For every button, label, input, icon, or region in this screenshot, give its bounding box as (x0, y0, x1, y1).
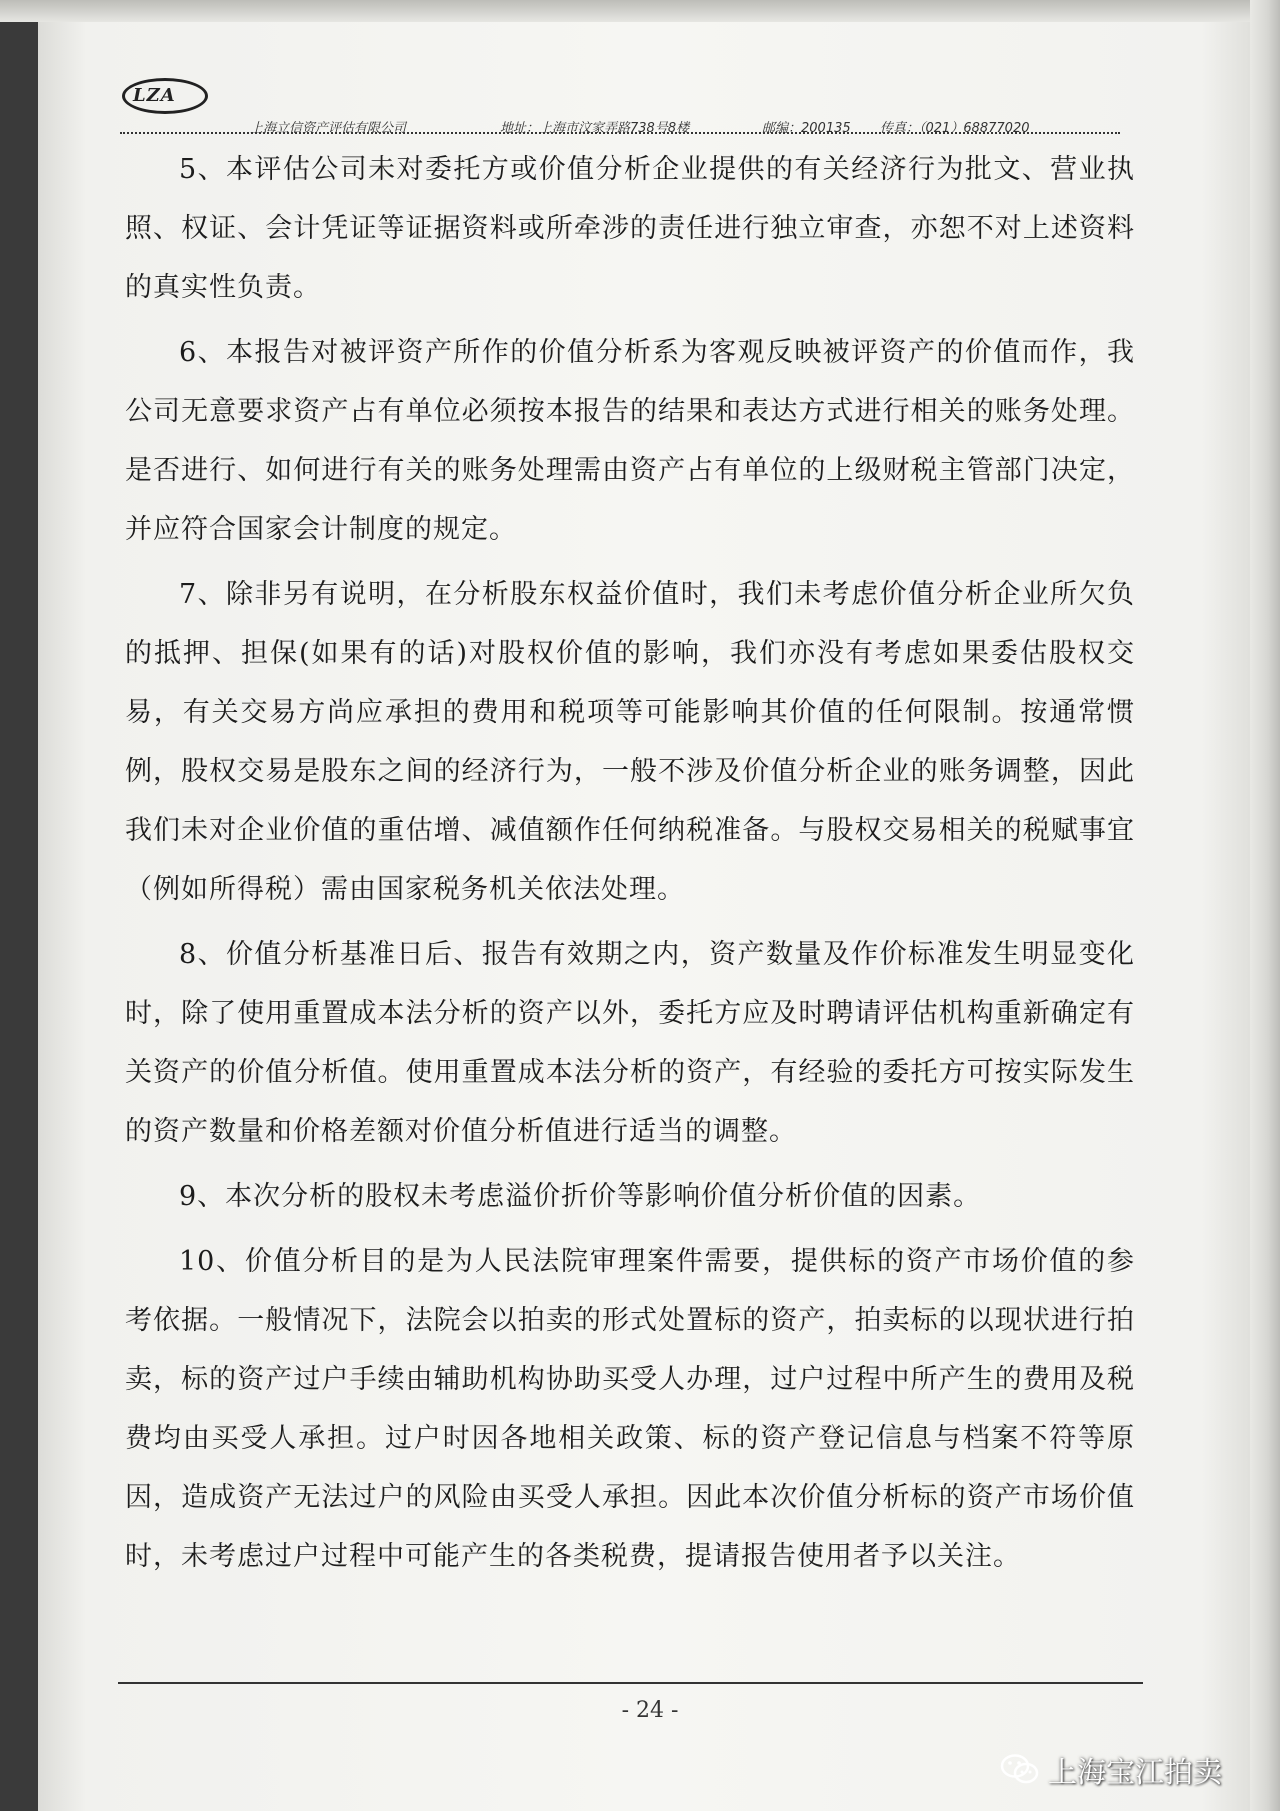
clause-9: 9、本次分析的股权未考虑溢价折价等影响价值分析价值的因素。 (179, 1181, 982, 1212)
company-postcode: 邮编：200135 (762, 121, 851, 136)
header-rule (120, 132, 1120, 134)
clause-7: 7、除非另有说明，在分析股东权益价值时，我们未考虑价值分析企业所欠负的抵押、担保(如果有的话)对股权价值的影响，我们亦没有考虑如果委估股权交易，有关交易方尚应承担的费用和税项等可能影响其价值的任何限制。按通常惯例，股权交易是股东之间的经济行为，一般不涉及价值分析企业的账务调整，因此我们未对企业价值的重估增、减值额作任何纳税准备。与股权交易相关的税赋事宜（例如所得税）需由国家税务机关依法处理。 (125, 579, 1135, 905)
wechat-icon (1000, 1752, 1040, 1786)
company-name: 上海立信资产评估有限公司 (250, 121, 407, 136)
letterhead (80, 72, 1130, 138)
company-logo (122, 78, 208, 114)
page-right-edge (1250, 0, 1280, 1811)
clause-10: 10、价值分析目的是为人民法院审理案件需要，提供标的资产市场价值的参考依据。一般情况下，法院会以拍卖的形式处置标的资产，拍卖标的以现状进行拍卖，标的资产过户手续由辅助机构协助买受人办理，过户过程中所产生的费用及税费均由买受人承担。过户时因各地相关政策、标的资产登记信息与档案不符等原因，造成资产无法过户的风险由买受人承担。因此本次价值分析标的资产市场价值时，未考虑过户过程中可能产生的各类税费，提请报告使用者予以关注。 (125, 1246, 1135, 1572)
clause-8: 8、价值分析基准日后、报告有效期之内，资产数量及作价标准发生明显变化时，除了使用重置成本法分析的资产以外，委托方应及时聘请评估机构重新确定有关资产的价值分析值。使用重置成本法分析的资产，有经验的委托方可按实际发生的资产数量和价格差额对价值分析值进行适当的调整。 (125, 939, 1135, 1147)
clause-5: 5、本评估公司未对委托方或价值分析企业提供的有关经济行为批文、营业执照、权证、会计凭证等证据资料或所牵涉的责任进行独立审查，亦恕不对上述资料的真实性负责。 (125, 154, 1135, 303)
clause-6: 6、本报告对被评资产所作的价值分析系为客观反映被评资产的价值而作，我公司无意要求资产占有单位必须按本报告的结果和表达方式进行相关的账务处理。是否进行、如何进行有关的账务处理需由资产占有单位的上级财税主管部门决定，并应符合国家会计制度的规定。 (125, 337, 1135, 545)
wechat-watermark (1000, 1748, 1250, 1792)
page-number: - 24 - (621, 1698, 679, 1723)
footer-rule (118, 1682, 1143, 1684)
watermark-text: 上海宝江拍卖 (1048, 1755, 1223, 1789)
company-logo-text: LZA (133, 85, 176, 106)
company-address: 地址：上海市汶家弄路738号8楼 (500, 121, 690, 136)
company-fax: 传真：（021）68877020 (880, 121, 1030, 136)
report-body (125, 140, 1135, 1592)
page-top-edge (0, 0, 1280, 22)
